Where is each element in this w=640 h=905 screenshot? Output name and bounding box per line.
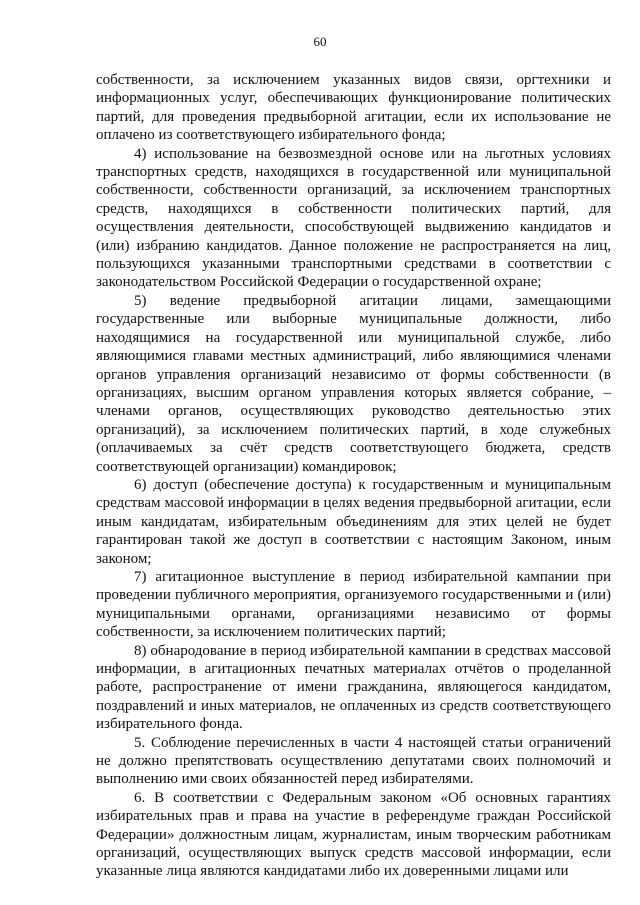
paragraph-item-4: 4) использование на безвозмездной основе или на льготных условиях транспортных средств, находящихся в государственной или муниципальной собственности, собственности организаций, за исключением транспортных средств, находящихся в собственности политических партий, для осуществления деятельности, способствующей выдвижению кандидатов и (или) избранию кандидатов. Данное положение не распространяется на лиц, пользующихся указанными транспортными средствами в соответствии с законодательством Российской Федерации о государственной охране; bbox=[96, 145, 611, 291]
page-number: 60 bbox=[313, 34, 327, 49]
paragraph-item-5: 5) ведение предвыборной агитации лицами, замещающими государственные или выборные муниципальные должности, либо находящимися на государственной или муниципальной службе, либо являющимися главами местных администраций, либо являющимися членами органов управления организаций независимо от формы собственности (в организациях, высшим органом управления которых является собрание, – членами органов, осуществляющих руководство деятельностью этих организаций), за исключением политических партий, в ходе служебных (оплачиваемых за счёт средств соответствующего бюджета, средств соответствующей организации) командировок; bbox=[96, 292, 611, 475]
paragraph-item-6: 6) доступ (обеспечение доступа) к государственным и муниципальным средствам массовой информации в целях ведения предвыборной агитации, если иным кандидатам, избирательным объединениям для этих целей не будет гарантирован такой же доступ в соответствии с настоящим Законом, иным законом; bbox=[96, 476, 611, 567]
paragraph-continuation: собственности, за исключением указанных видов связи, оргтехники и информационных услуг, обеспечивающих функционирование политических партий, для проведения предвыборной агитации, если их использование не оплачено из соответствующего избирательного фонда; bbox=[96, 72, 611, 144]
paragraph-part-5: 5. Соблюдение перечисленных в части 4 настоящей статьи ограничений не должно препятствовать осуществлению депутатами своих полномочий и выполнению ими своих обязанностей перед избирателями. bbox=[96, 734, 611, 788]
paragraph-part-6: 6. В соответствии с Федеральным законом «Об основных гарантиях избирательных прав и права на участие в референдуме граждан Российской Федерации» должностным лицам, журналистам, иным творческим работникам организаций, осуществляющих выпуск средств массовой информации, если указанные лица являются кандидатами либо их доверенными лицами или bbox=[96, 789, 611, 880]
document-body bbox=[96, 71, 611, 881]
paragraph-item-7: 7) агитационное выступление в период избирательной кампании при проведении публичного мероприятия, организуемого государственными и (или) муниципальными органами, организациями независимо от формы собственности, за исключением политических партий; bbox=[96, 568, 611, 641]
paragraph-item-8: 8) обнародование в период избирательной кампании в средствах массовой информации, в агитационных печатных материалах отчётов о проделанной работе, распространение от имени гражданина, являющегося кандидатом, поздравлений и иных материалов, не оплаченных из средств соответствующего избирательного фонда. bbox=[96, 642, 611, 733]
